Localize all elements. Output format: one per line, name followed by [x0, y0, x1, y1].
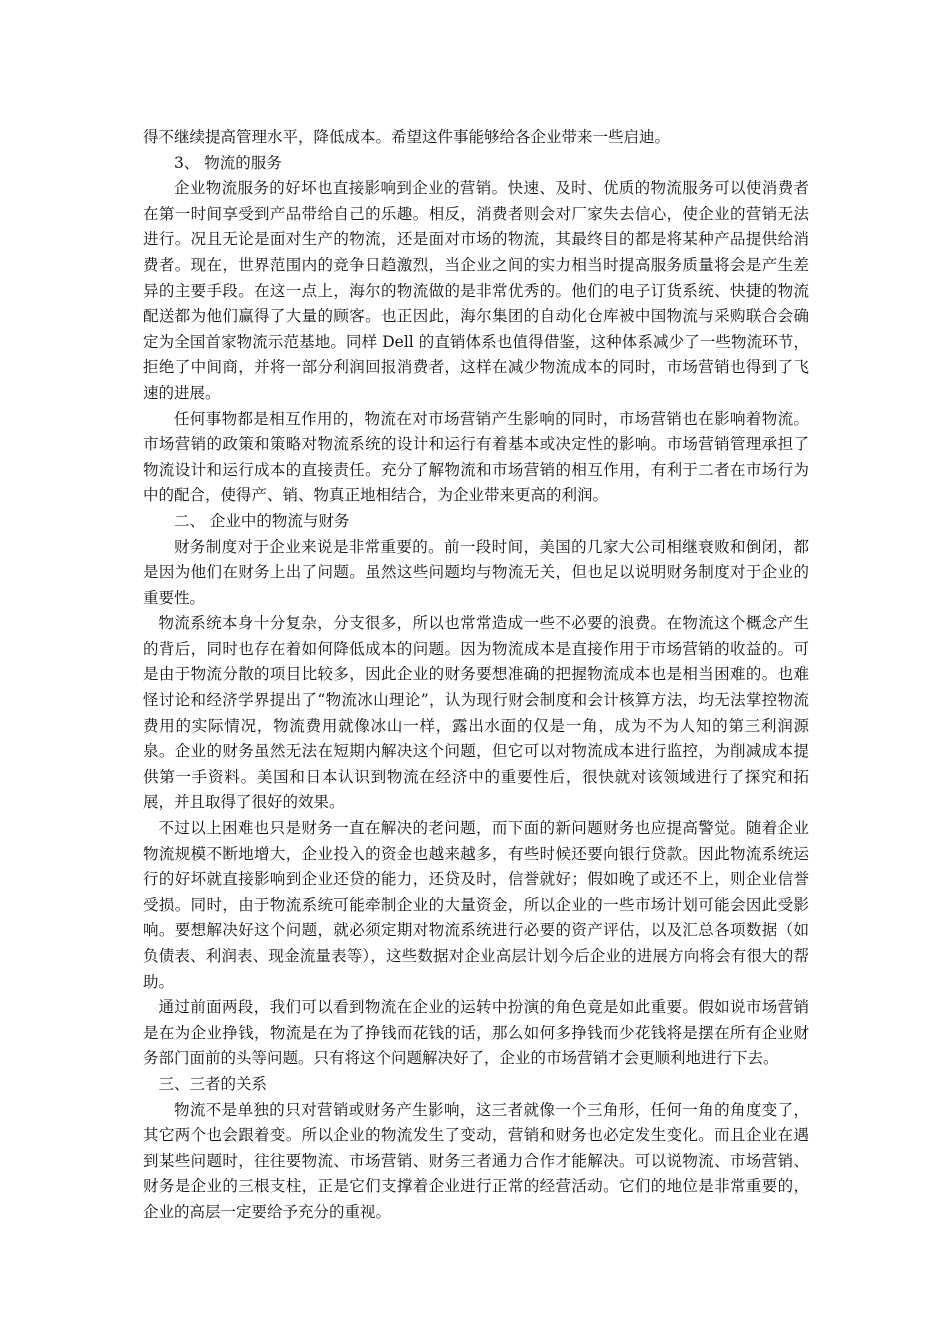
paragraph: 物流不是单独的只对营销或财务产生影响，这三者就像一个三角形，任何一角的角度变了，其它两个也会跟着变。所以企业的物流发生了变动，营销和财务也必定发生变化。而且企业在遇到某些问题时，往往要物流、市场营销、财务三者通力合作才能解决。可以说物流、市场营销、财务是企业的三根支柱，正是它们支撑着企业进行正常的经营活动。它们的地位是非常重要的，企业的高层一定要给予充分的重视。: [143, 1100, 809, 1221]
paragraph: 不过以上困难也只是财务一直在解决的老问题，而下面的新问题财务也应提高警觉。随着企业物流规模不断地增大，企业投入的资金也越来越多，有些时候还要向银行贷款。因此物流系统运行的好坏就直接影响到企业还贷的能力，还贷及时，信誉就好；假如晚了或还不上，则企业信誉受损。同时，由于物流系统可能牵制企业的大量资金，所以企业的一些市场计划可能会因此受影响。要想解决好这个问题，就必须定期对物流系统进行必要的资产评估，以及汇总各项数据（如负债表、利润表、现金流量表等），这些数据对企业高层计划今后企业的进展方向将会有很大的帮助。: [143, 819, 809, 991]
paragraph: 通过前面两段，我们可以看到物流在企业的运转中扮演的角色竟是如此重要。假如说市场营销是在为企业挣钱，物流是在为了挣钱而花钱的话，那么如何多挣钱而少花钱将是摆在所有企业财务部门面前的头等问题。只有将这个问题解决好了，企业的市场营销才会更顺利地进行下去。: [143, 998, 809, 1068]
paragraph: 企业物流服务的好坏也直接影响到企业的营销。快速、及时、优质的物流服务可以使消费者在第一时间享受到产品带给自己的乐趣。相反，消费者则会对厂家失去信心，使企业的营销无法进行。况且无论是面对生产的物流，还是面对市场的物流，其最终目的都是将某种产品提供给消费者。现在，世界范围内的竞争日趋激烈，当企业之间的实力相当时提高服务质量将会是产生差异的主要手段。在这一点上，海尔的物流做的是非常优秀的。他们的电子订货系统、快捷的物流配送都为他们赢得了大量的顾客。也正因此，海尔集团的自动化仓库被中国物流与采购联合会确定为全国首家物流示范基地。同样 Dell 的直销体系也值得借鉴，这种体系减少了一些物流环节，拒绝了中间商，并将一部分利润回报消费者，这样在减少物流成本的同时，市场营销也得到了飞速的进展。: [143, 179, 809, 402]
section-heading: 3、 物流的服务: [174, 153, 282, 172]
section-heading: 二、 企业中的物流与财务: [174, 511, 350, 530]
section-heading: 三、三者的关系: [158, 1074, 268, 1093]
paragraph: 任何事物都是相互作用的，物流在对市场营销产生影响的同时，市场营销也在影响着物流。市场营销的政策和策略对物流系统的设计和运行有着基本或决定性的影响。市场营销管理承担了物流设计和运行成本的直接责任。充分了解物流和市场营销的相互作用，有利于二者在市场行为中的配合，使得产、销、物真正地相结合，为企业带来更高的利润。: [143, 409, 809, 505]
paragraph: 得不继续提高管理水平，降低成本。希望这件事能够给各企业带来一些启迪。: [143, 128, 671, 146]
document-body: [143, 125, 809, 1226]
paragraph: 财务制度对于企业来说是非常重要的。前一段时间，美国的几家大公司相继衰败和倒闭，都是因为他们在财务上出了问题。虽然这些问题均与物流无关，但也足以说明财务制度对于企业的重要性。: [143, 537, 809, 607]
paragraph: 物流系统本身十分复杂，分支很多，所以也常常造成一些不必要的浪费。在物流这个概念产生的背后，同时也存在着如何降低成本的问题。因为物流成本是直接作用于市场营销的收益的。可是由于物流分散的项目比较多，因此企业的财务要想准确的把握物流成本也是相当困难的。也难怪讨论和经济学界提出了“物流冰山理论”，认为现行财会制度和会计核算方法，均无法掌控物流费用的实际情况，物流费用就像冰山一样，露出水面的仅是一角，成为不为人知的第三利润源泉。企业的财务虽然无法在短期内解决这个问题，但它可以对物流成本进行监控，为削减成本提供第一手资料。美国和日本认识到物流在经济中的重要性后，很快就对该领域进行了探究和拓展，并且取得了很好的效果。: [143, 614, 809, 812]
